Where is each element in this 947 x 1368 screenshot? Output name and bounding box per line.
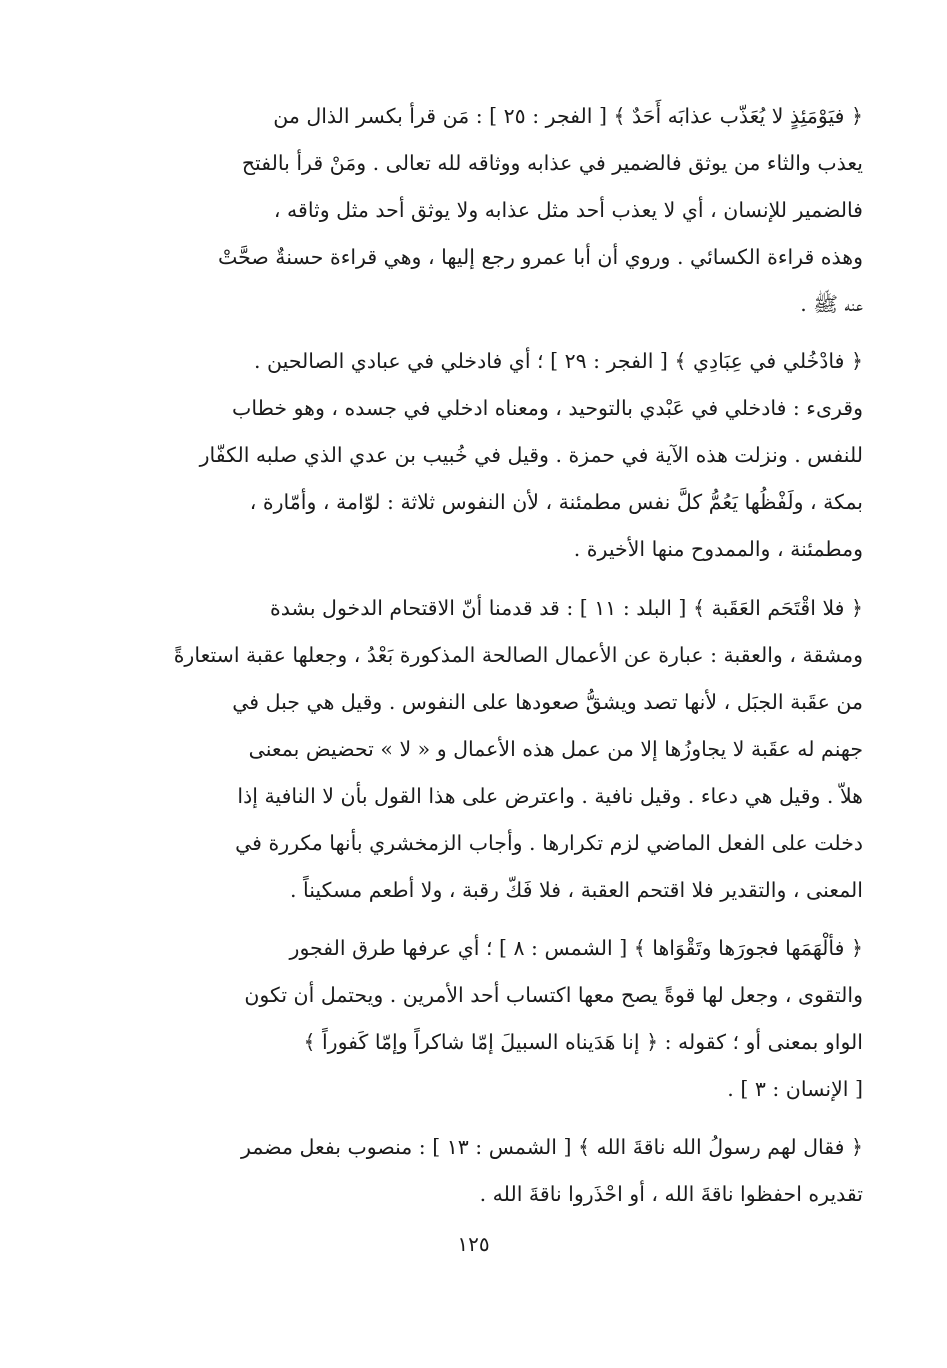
text-line: هلاّ . وقيل هي دعاء . وقيل نافية . واعترض على هذا القول بأن لا النافية إذا — [237, 784, 863, 808]
text-line: ﴿ فادْخُلي في عِبَادِي ﴾ [ الفجر : ٢٩ ] ؛ أي فادخلي في عبادي الصالحين . — [254, 349, 863, 373]
paragraph-balad-11 — [148, 585, 863, 914]
text-line: ﴿ فلا اقْتَحَم العَقَبة ﴾ [ البلد : ١١ ] : قد قدمنا أنّ الاقتحام الدخول بشدة — [270, 596, 863, 620]
page-number: ١٢٥ — [457, 1232, 490, 1256]
text-line: بمكة ، ولَفْظُها يَعُمُّ كلَّ نفس مطمئنة ، لأن النفوس ثلاثة : لوّامة ، وأمّارة ، — [249, 490, 863, 514]
paragraph-shams-13 — [148, 1124, 863, 1218]
text-line: جهنم له عقَبة لا يجاوزُها إلا من عمل هذه الأعمال و « لا » تحضيض بمعنى — [248, 737, 863, 761]
text-line: تقديره احفظوا ناقةَ الله ، أو احْذَروا ناقةَ الله . — [479, 1182, 863, 1206]
text-line: وقرىء : فادخلي في عَبْدي بالتوحيد ، ومعناه ادخلي في جسده ، وهو خطاب — [232, 396, 863, 420]
paragraph-fajr-25 — [148, 93, 863, 328]
text-line: عنه ﷺ . — [800, 292, 863, 316]
text-line: للنفس . ونزلت هذه الآية في حمزة . وقيل في خُبيب بن عدي الذي صلبه الكفّار — [199, 443, 863, 467]
text-line: والتقوى ، وجعل لها قوةً يصح معها اكتساب أحد الأمرين . ويحتمل أن تكون — [244, 983, 863, 1007]
text-line: ﴿ فألْهَمَها فجورَها وتَقْوَاها ﴾ [ الشمس : ٨ ] ؛ أي عرفها طرق الفجور — [289, 936, 863, 960]
text-line: ومطمئنة ، والممدوح منها الأخيرة . — [573, 537, 863, 561]
paragraph-fajr-29 — [148, 338, 863, 573]
text-line: من عقَبة الجبَل ، لأنها تصد ويشقُّ صعودها على النفوس . وقيل هي جبل في — [232, 690, 863, 714]
text-line: ﴿ فقال لهم رسولُ الله ناقةَ الله ﴾ [ الشمس : ١٣ ] : منصوب بفعل مضمر — [241, 1135, 863, 1159]
text-line: وهذه قراءة الكسائي . وروي أن أبا عمرو رجع إليها ، وهي قراءة حسنةٌ صحَّتْ — [218, 245, 863, 269]
text-line: يعذب والثاء من يوثق فالضمير في عذابه ووثاقه لله تعالى . ومَنْ قرأ بالفتح — [241, 151, 863, 175]
text-line: ومشقة ، والعقبة : عبارة عن الأعمال الصالحة المذكورة بَعْدُ ، وجعلها عقبة استعارةً — [173, 643, 863, 667]
text-line: ﴿ فيَوْمَئِذٍ لا يُعَذّب عذابَه أَحَدٌ ﴾ [ الفجر : ٢٥ ] : مَن قرأ بكسر الذال من — [273, 104, 863, 128]
text-line: الواو بمعنى أو ؛ كقوله : ﴿ إنا هَدَيناه السبيلَ إمّا شاكراً وإمّا كَفوراً ﴾ — [303, 1030, 863, 1054]
text-line: المعنى ، والتقدير فلا اقتحم العقبة ، فلا فَكّ رقبة ، ولا أطعم مسكيناً . — [289, 878, 863, 902]
paragraph-shams-8 — [148, 925, 863, 1113]
text-line: فالضمير للإنسان ، أي لا يعذب أحد مثل عذابه ولا يوثق أحد مثل وثاقه ، — [273, 198, 863, 222]
text-line: دخلت على الفعل الماضي لزم تكرارها . وأجاب الزمخشري بأنها مكررة في — [235, 831, 863, 855]
text-line: [ الإنسان : ٣ ] . — [727, 1077, 863, 1101]
